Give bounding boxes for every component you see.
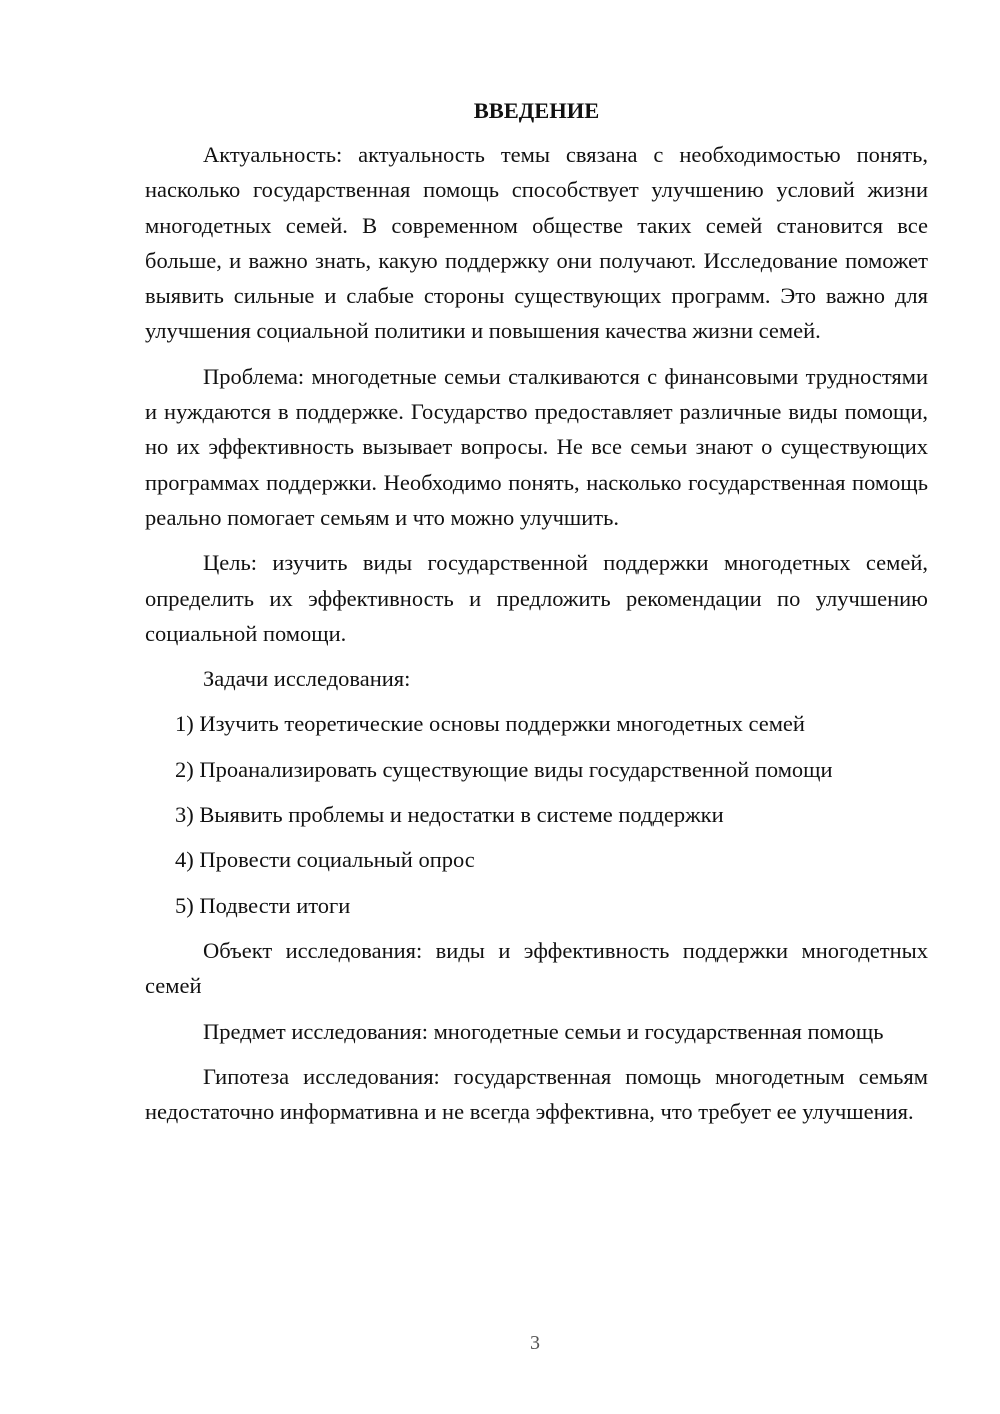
subject-paragraph: Предмет исследования: многодетные семьи и государственная помощь [203,1018,884,1044]
relevance-paragraph: Актуальность: актуальность темы связана с необходимостью понять, насколько государственная помощь способствует улучшению условий жизни многодетных семей. В современном обществе таких семей становится все больше, и важно знать, какую поддержку они получают. Исследование поможет выявить сильные и слабые стороны существующих программ. Это важно для улучшения социальной политики и повышения качества жизни семей. [145,142,928,344]
task-item: 4) Провести социальный опрос [175,847,475,873]
task-item: 5) Подвести итоги [175,892,351,918]
page-title: ВВЕДЕНИЕ [473,98,600,123]
goal-paragraph: Цель: изучить виды государственной поддержки многодетных семей, определить их эффективность и предложить рекомендации по улучшению социальной помощи. [145,550,928,646]
problem-paragraph: Проблема: многодетные семьи сталкиваются с финансовыми трудностями и нуждаются в поддержке. Государство предоставляет различные виды помощи, но их эффективность вызывает вопросы. Не все семьи знают о существующих программах поддержки. Необходимо понять, насколько государственная помощь реально помогает семьям и что можно улучшить. [145,363,928,530]
tasks-heading: Задачи исследования: [203,666,411,692]
hypothesis-paragraph: Гипотеза исследования: государственная помощь многодетным семьям недостаточно информативна и не всегда эффективна, что требует ее улучшения. [145,1063,928,1125]
task-item: 1) Изучить теоретические основы поддержки многодетных семей [175,711,805,737]
task-item: 3) Выявить проблемы и недостатки в системе поддержки [175,802,724,828]
object-paragraph: Объект исследования: виды и эффективность поддержки многодетных семей [145,937,928,999]
document-page [145,96,928,1139]
task-item: 2) Проанализировать существующие виды государственной помощи [175,756,833,782]
page-number: 3 [530,1332,540,1354]
tasks-list [145,706,928,922]
